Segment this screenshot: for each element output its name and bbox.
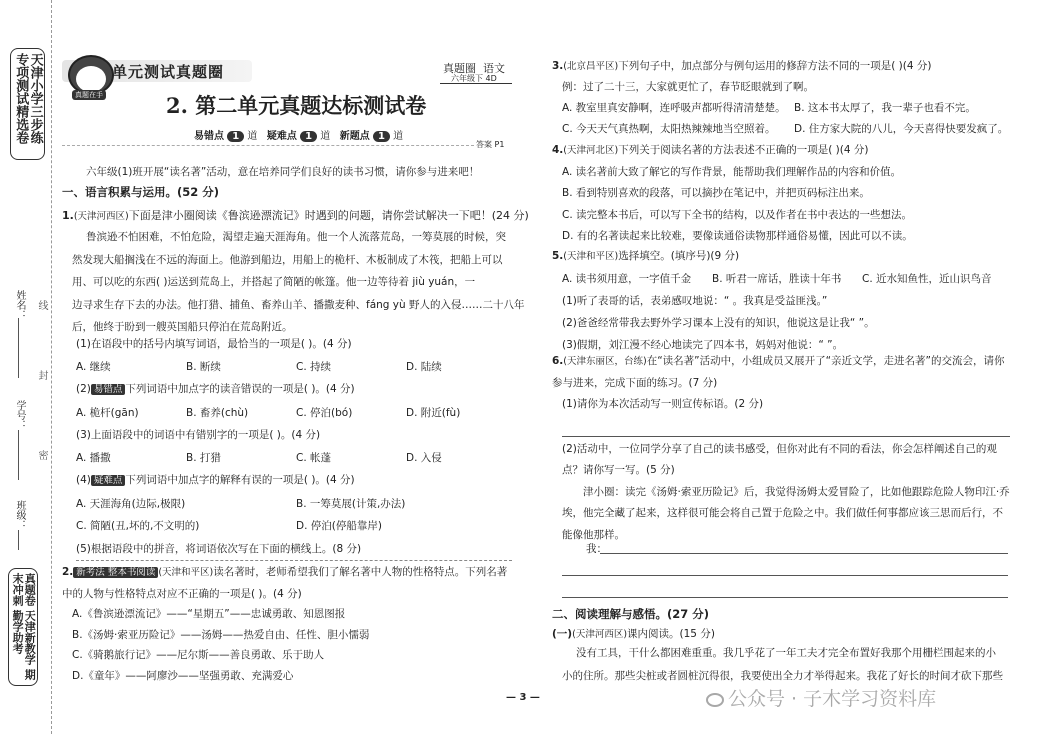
cut-line-line: 线 bbox=[36, 300, 47, 310]
option[interactable]: C.《骑鹅旅行记》——尼尔斯——善良勇敢、乐于助人 bbox=[72, 649, 325, 661]
option[interactable]: D. 停泊(停船靠岸) bbox=[296, 520, 382, 532]
q2-stem: 2. 新考法 整本书阅读 (天津和平区)读名著时，老师希望我们了解名著中人物的性格特点。下列名著中的人物与性格特点对应不正确的一项是( )。(4 分) bbox=[62, 566, 508, 600]
option[interactable]: B. 断续 bbox=[186, 360, 221, 373]
option[interactable]: C. 停泊(bó) bbox=[296, 406, 353, 419]
tag-new-method: 新考法 整本书阅读 bbox=[73, 567, 158, 578]
new-count: 1 bbox=[373, 131, 390, 142]
q1-sub1-options bbox=[76, 356, 512, 379]
q1-stem: 1.(天津河西区)下面是津小圈阅读《鲁滨逊漂流记》时遇到的问题，请你尝试解决一下吧！(24 分) bbox=[62, 209, 529, 222]
q1-sub1: (1)在语段中的括号内填写词语，最恰当的一项是( )。(4 分) bbox=[76, 338, 352, 350]
q1-sub3-options bbox=[76, 447, 512, 470]
easy-count: 1 bbox=[227, 131, 244, 142]
bottom-badge: 真题卷 天津新教学 期末冲刺 勤学助考 bbox=[8, 568, 38, 686]
option[interactable]: A.《鲁滨逊漂流记》——“星期五”——忠诚勇敢、知恩图报 bbox=[72, 608, 346, 620]
option[interactable]: A. 读名著前大致了解它的写作背景，能帮助我们理解作品的内容和价值。 bbox=[562, 165, 902, 178]
q5-block bbox=[552, 245, 1010, 356]
hard-count: 1 bbox=[300, 131, 317, 142]
q6-answer-line-3[interactable] bbox=[562, 597, 1008, 598]
q6-stem: 6.(天津东丽区，台练)在“读名著”活动中，小组成员又展开了“亲近文学，走进名著”的交流会，请你参与进来，完成下面的练习。(7 分) bbox=[552, 355, 1005, 389]
title-divider bbox=[62, 145, 474, 146]
stats-row: 易错点 1 道 疑难点 1 道 新题点 1 道 bbox=[194, 131, 404, 142]
q6-block bbox=[552, 351, 1010, 546]
option[interactable]: A. 继续 bbox=[76, 360, 111, 373]
mascot-caption: 真题在手 bbox=[72, 90, 106, 100]
option[interactable]: D. 入侵 bbox=[406, 451, 442, 464]
reading1-title: (一)(天津河西区)课内阅读。(15 分) bbox=[552, 628, 715, 640]
part2-title: 二、阅读理解与感悟。(27 分) bbox=[552, 607, 710, 621]
choice: A. 读书须用意，一字值千金 bbox=[562, 273, 692, 285]
option[interactable]: D. 附近(fù) bbox=[406, 406, 461, 419]
option[interactable]: D. 陆续 bbox=[406, 360, 442, 373]
q5-choices bbox=[562, 268, 1010, 290]
field-name-label: 姓名： bbox=[14, 290, 25, 320]
q4-block bbox=[552, 140, 1010, 248]
brand-label: 真题圈 语文 bbox=[443, 62, 505, 75]
grade-label: 六年级下 4D bbox=[451, 74, 497, 83]
q6-sub2: (2)活动中，一位同学分享了自己的读书感受，但你对此有不同的看法，你会怎样阐述自己的观点？请你写一写。(5 分) bbox=[562, 442, 997, 476]
section-label: 单元测试真题圈 bbox=[112, 63, 225, 81]
option[interactable]: B. 这本书太厚了，我一辈子也看不完。 bbox=[794, 102, 976, 114]
cut-line-fasten: 封 bbox=[36, 370, 47, 380]
option[interactable]: B.《汤姆·索亚历险记》——汤姆——热爱自由、任性、胆小懦弱 bbox=[72, 628, 370, 641]
q3-block bbox=[552, 56, 1010, 140]
number-field[interactable] bbox=[18, 430, 19, 480]
option[interactable]: C. 读完整本书后，可以写下全书的结构，以及作者在书中表达的一些想法。 bbox=[562, 208, 913, 221]
q5-sub1[interactable]: (1)听了表哥的话，表弟感叹地说：“ 。我真是受益匪浅。” bbox=[562, 295, 828, 307]
answer-ref[interactable]: 答案 P1 bbox=[476, 140, 505, 149]
q6-answer-line-1[interactable] bbox=[600, 553, 1008, 554]
q1-sub5: (5)根据语段中的拼音，将词语依次写在下面的横线上。(8 分) bbox=[76, 542, 362, 555]
q2-block bbox=[62, 562, 514, 686]
option[interactable]: B. 看到特别喜欢的段落，可以摘抄在笔记中，并把页码标注出来。 bbox=[562, 187, 870, 199]
name-field[interactable] bbox=[18, 318, 19, 378]
option[interactable]: C. 简陋(丑,坏的,不文明的) bbox=[76, 520, 200, 532]
class-field[interactable] bbox=[18, 530, 19, 550]
q1-sub2-options bbox=[76, 402, 512, 425]
q3-stem: 3.(北京昌平区)下列句子中，加点部分与例句运用的修辞方法不同的一项是( )(4 分) bbox=[552, 60, 932, 72]
q1-subquestions bbox=[76, 333, 512, 560]
q1-sub4-options-row1 bbox=[76, 493, 512, 516]
page-number: — 3 — bbox=[506, 692, 540, 703]
q5-sub3[interactable]: (3)假期，刘江漫不经心地读完了四本书，妈妈对他说：“ ”。 bbox=[562, 339, 844, 351]
q6-slogan-line[interactable] bbox=[562, 416, 1010, 437]
wechat-icon bbox=[706, 693, 724, 707]
cut-line-seal: 密 bbox=[36, 450, 47, 460]
q1-sub4: (4) 疑难点 下列词语中加点字的解释有误的一项是( )。(4 分) bbox=[76, 474, 355, 486]
choice: C. 近水知鱼性，近山识鸟音 bbox=[862, 273, 992, 285]
option[interactable]: C. 今天天气真热啊，太阳热辣辣地当空照着。 bbox=[562, 123, 776, 135]
series-badge: 天津小学三步练 专项测试精选卷 bbox=[10, 48, 45, 160]
q6-quote: 津小圈：读完《汤姆·索亚历险记》后，我觉得汤姆太爱冒险了，比如他跟踪危险人物印江·乔埃，他完全藏了起来，这样很可能会将自己置于危险之中。我们做任何事都应该三思而后行，不能像他那样。 bbox=[562, 485, 1010, 541]
q6-me-label: 我： bbox=[586, 543, 607, 555]
q1-sub4-options-row2 bbox=[76, 515, 512, 538]
option[interactable]: C. 持续 bbox=[296, 360, 332, 373]
option[interactable]: A. 播撒 bbox=[76, 451, 111, 464]
tag-easy-error: 易错点 bbox=[91, 384, 126, 395]
option[interactable]: B. 打猎 bbox=[186, 451, 221, 464]
option[interactable]: C. 帐蓬 bbox=[296, 451, 332, 464]
q5-stem: 5.(天津和平区)选择填空。(填序号)(9 分) bbox=[552, 250, 740, 262]
page-title: 2. 第二单元真题达标测试卷 bbox=[166, 93, 427, 118]
q1-sub2: (2) 易错点 下列词语中加点字的读音错误的一项是( )。(4 分) bbox=[76, 383, 355, 395]
q1-answer-line[interactable] bbox=[76, 560, 512, 561]
reading1-text: 没有工具，干什么都困难重重。我几乎花了一年工夫才完全布置好我那个用栅栏围起来的小 小的住所。那些尖桩或者圆桩沉得很，我要使出全力才举得起来。我花了好长的时间才砍下那些 bbox=[562, 647, 1003, 682]
watermark: 公众号 · 子木学习资料库 bbox=[706, 684, 936, 711]
subject-label: 语文 bbox=[483, 62, 505, 75]
option[interactable]: D. 有的名著读起来比较难，要像读通俗读物那样通俗易懂，因此可以不读。 bbox=[562, 230, 913, 242]
option[interactable]: A. 教室里真安静啊，连呼吸声都听得清清楚楚。 bbox=[562, 102, 786, 114]
choice: B. 听君一席话，胜读十年书 bbox=[712, 273, 842, 285]
tag-hard: 疑难点 bbox=[91, 475, 126, 486]
field-number-label: 学号： bbox=[14, 400, 25, 430]
option[interactable]: B. 一筹莫展(计策,办法) bbox=[296, 497, 406, 510]
option[interactable]: A. 天涯海角(边际,极限) bbox=[76, 497, 186, 510]
intro-text: 六年级(1)班开展“读名著”活动，意在培养同学们良好的读书习惯，请你参与进来吧！ bbox=[86, 166, 480, 178]
q6-answer-line-2[interactable] bbox=[562, 575, 1008, 576]
header-rule bbox=[440, 83, 512, 84]
field-class-label: 班级： bbox=[14, 500, 25, 530]
q3-example: 例：过了二十三，大家就更忙了，春节眨眼就到了啊。 bbox=[562, 81, 814, 93]
part1-title: 一、语言积累与运用。(52 分) bbox=[62, 185, 220, 199]
option[interactable]: D. 住方家大院的八儿，今天喜得快要发疯了。 bbox=[794, 123, 1009, 135]
mascot-face-icon bbox=[76, 66, 106, 92]
q4-stem: 4.(天津河北区)下列关于阅读名著的方法表述不正确的一项是( )(4 分) bbox=[552, 144, 869, 156]
q6-sub1: (1)请你为本次活动写一则宣传标语。(2 分) bbox=[562, 398, 764, 410]
option[interactable]: A. 桅杆(gān) bbox=[76, 406, 139, 419]
q1-passage: 鲁滨逊不怕困难，不怕危险，渴望走遍天涯海角。他一个人流落荒岛，一筹莫展的时候，突 然发现大船搁浅在不远的海面上。他游到船边，用船上的桅杆、木板制成了木筏，把船上可以 用、可以吃的东西( )运送到荒岛上，并搭起了简陋的帐篷。他一边等待着 jiù yuán，一 边寻求生存下去的办法。他打猎、捕鱼、畜养山羊、播撒麦种、fáng yù 野人的入侵……二十八年 后，他终于盼到一艘英国船只停泊在荒岛附近。 bbox=[72, 231, 525, 333]
q5-sub2[interactable]: (2)爸爸经常带我去野外学习课本上没有的知识，他说这是让我“ ”。 bbox=[562, 317, 875, 329]
option[interactable]: B. 畜养(chù) bbox=[186, 406, 249, 419]
option[interactable]: D.《童年》——阿廖沙——坚强勇敢、充满爱心 bbox=[72, 669, 294, 682]
q1-sub3: (3)上面语段中的词语中有错别字的一项是( )。(4 分) bbox=[76, 429, 321, 441]
binding-strip bbox=[0, 0, 52, 734]
